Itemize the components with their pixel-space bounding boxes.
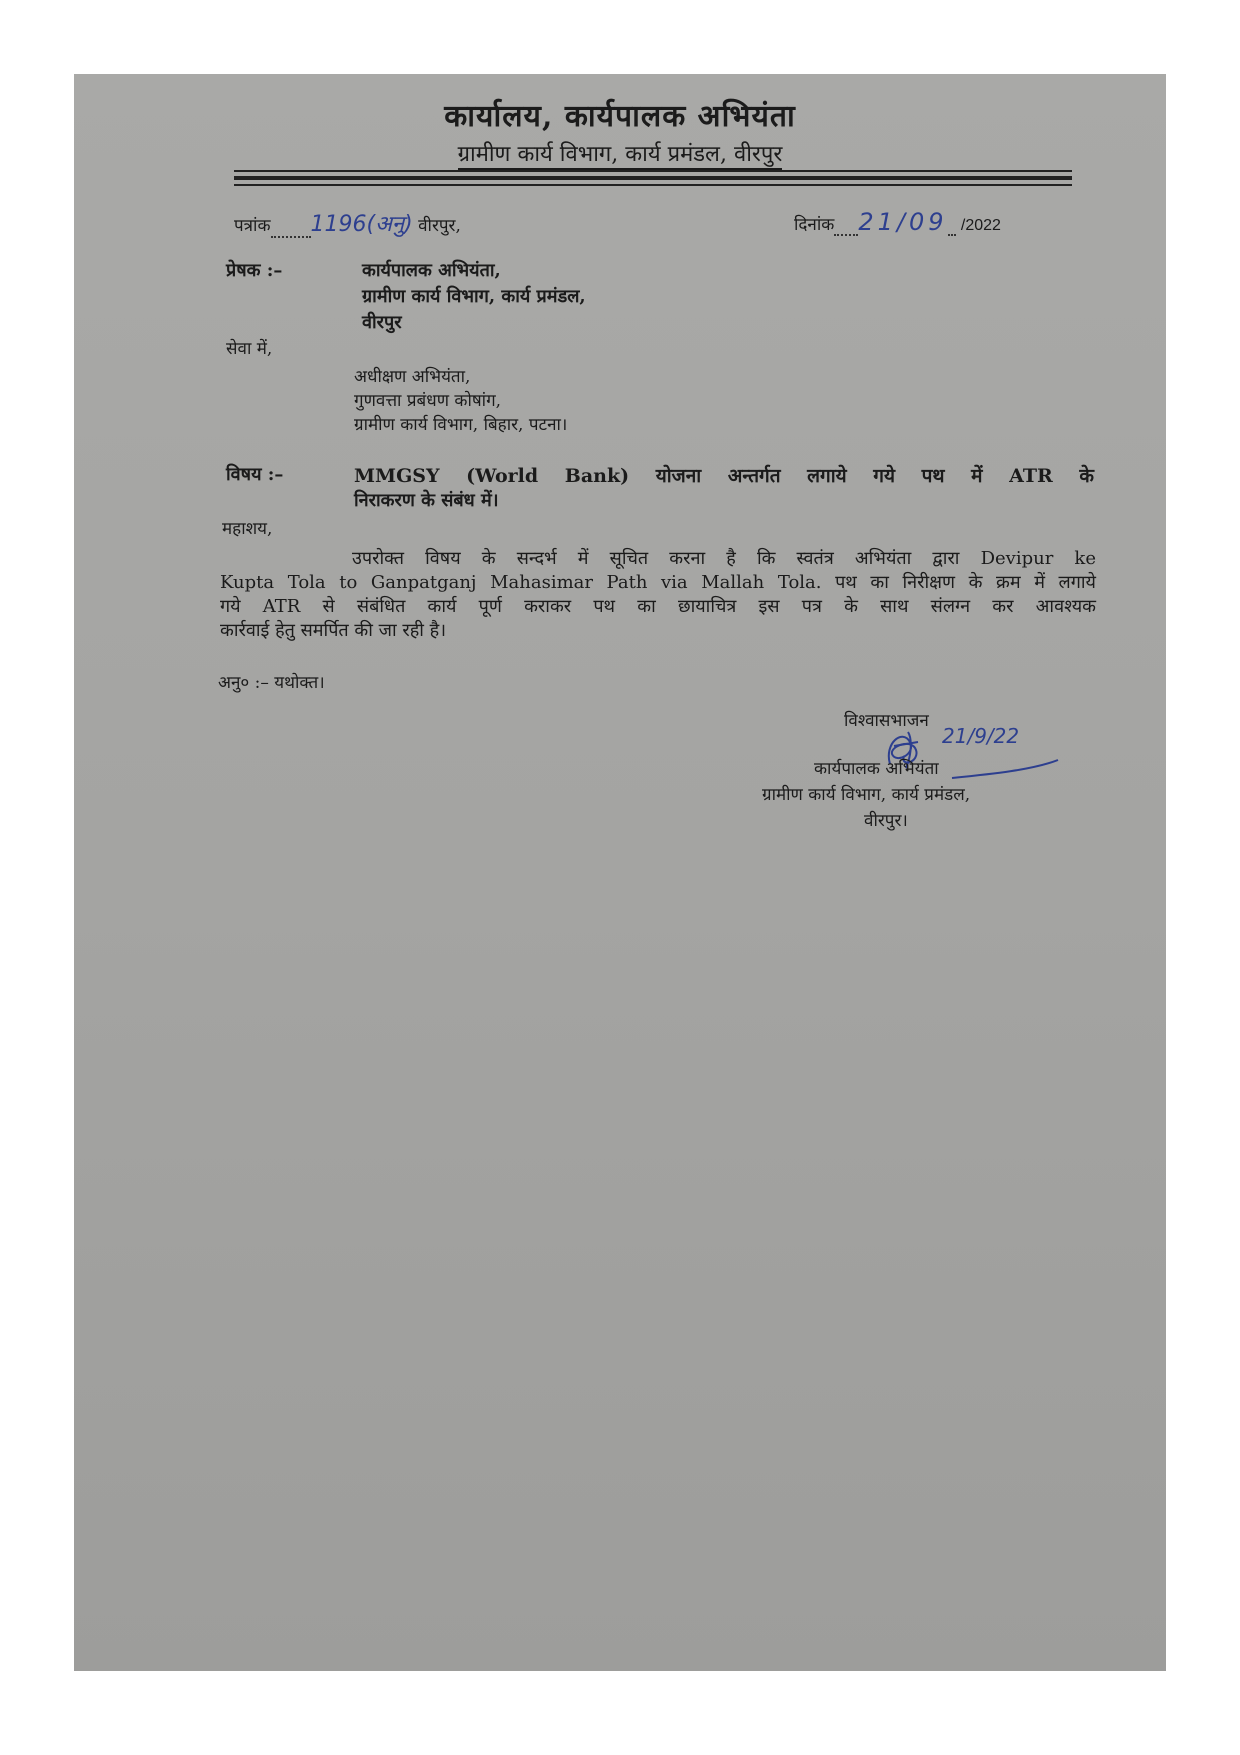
body-line-3: गये ATR से संबंधित कार्य पूर्ण कराकर पथ का छायाचित्र इस पत्र के साथ संलग्न कर आवश्यक: [220, 596, 1096, 617]
recipient-label: सेवा में,: [226, 339, 273, 359]
signature-date: 21/9/22: [942, 724, 1020, 748]
date-day-month: 21/09: [858, 208, 948, 236]
valediction: विश्वासभाजन: [844, 711, 929, 731]
recipient-line-3: ग्रामीण कार्य विभाग, बिहार, पटना।: [354, 415, 568, 435]
letterhead-subtitle-text: ग्रामीण कार्य विभाग, कार्य प्रमंडल, वीरपुर: [458, 142, 783, 170]
reference-place: वीरपुर,: [418, 216, 461, 236]
letterhead-title: कार्यालय, कार्यपालक अभियंता: [444, 99, 796, 134]
enclosure-note: अनु० :– यथोक्त।: [218, 673, 325, 693]
body-line-4: कार्रवाई हेतु समर्पित की जा रही है।: [220, 620, 447, 641]
sender-label: प्रेषक :–: [226, 260, 283, 281]
recipient-line-2: गुणवत्ता प्रबंधण कोषांग,: [354, 391, 502, 411]
sender-line-2: ग्रामीण कार्य विभाग, कार्य प्रमंडल,: [362, 286, 586, 307]
date-line: [794, 208, 1001, 236]
salutation: महाशय,: [222, 519, 273, 539]
reference-label: पत्रांक: [234, 216, 271, 236]
letter-sheet: [74, 74, 1166, 1671]
reference-number: 1196(अनु): [310, 212, 413, 237]
date-year: /2022: [960, 217, 1001, 234]
subject-label: विषय :–: [226, 464, 284, 485]
sender-line-3: वीरपुर: [362, 312, 402, 333]
subject-line-1: MMGSY (World Bank) योजना अन्तर्गत लगाये गये पथ में ATR के: [354, 465, 1094, 487]
header-rule-middle: [234, 176, 1072, 180]
signatory-office: ग्रामीण कार्य विभाग, कार्य प्रमंडल,: [762, 785, 971, 805]
header-rule-top: [234, 170, 1072, 172]
date-label: दिनांक: [794, 215, 835, 235]
header-rule-bottom: [234, 184, 1072, 186]
body-line-1: उपरोक्त विषय के सन्दर्भ में सूचित करना है कि स्वतंत्र अभियंता द्वारा Devipur ke: [352, 548, 1096, 569]
letterhead-subtitle: [74, 138, 1166, 168]
sender-line-1: कार्यपालक अभियंता,: [362, 260, 501, 281]
reference-line: [234, 208, 461, 238]
body-line-2: Kupta Tola to Ganpatganj Mahasimar Path via Mallah Tola. पथ का निरीक्षण के क्रम में लगाये: [220, 572, 1096, 593]
signatory-designation: कार्यपालक अभियंता: [814, 759, 939, 779]
subject-line-2: निराकरण के संबंध में।: [354, 490, 499, 511]
recipient-line-1: अधीक्षण अभियंता,: [354, 367, 471, 387]
signatory-place: वीरपुर।: [864, 811, 908, 831]
